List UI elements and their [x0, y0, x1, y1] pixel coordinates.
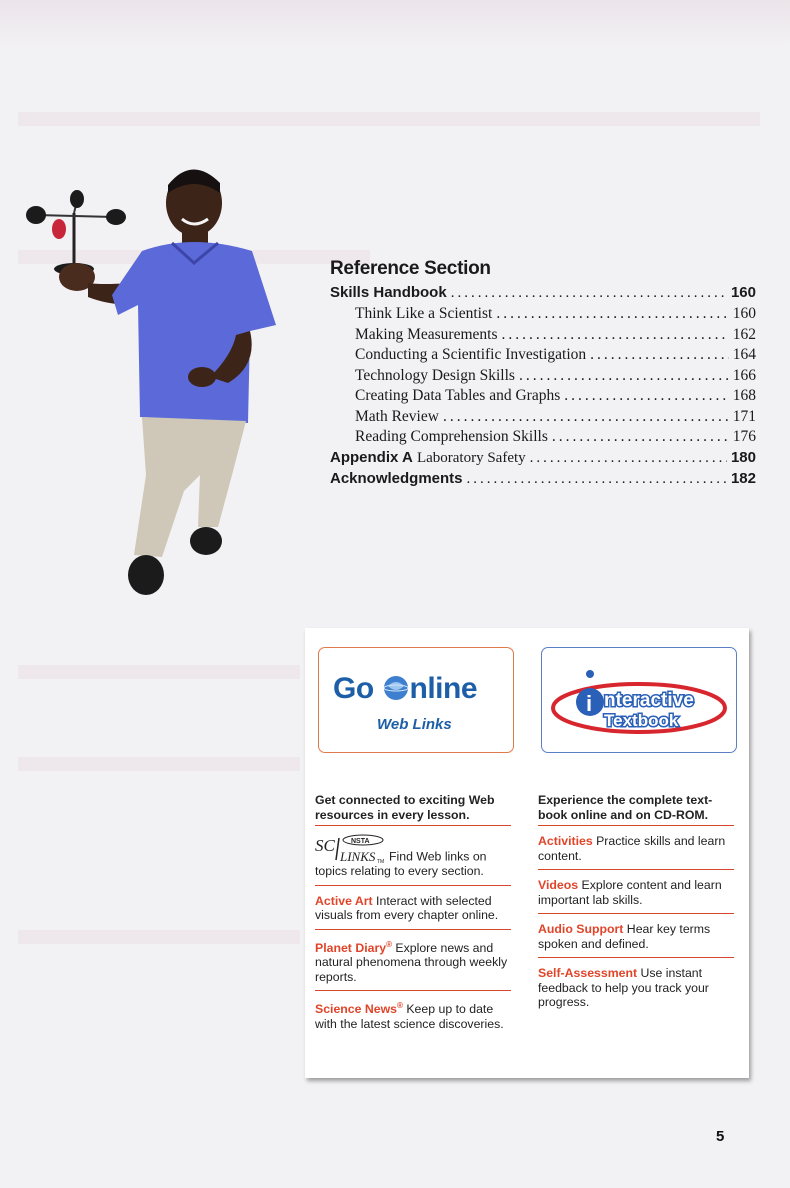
videos-item[interactable]	[538, 878, 734, 914]
dot-leader	[564, 387, 729, 405]
toc-page: 171	[732, 407, 756, 425]
reference-section-title: Reference Section	[330, 258, 491, 279]
audio-support-item[interactable]	[538, 922, 734, 958]
toc-entry-acknowledgments[interactable]	[330, 470, 756, 491]
feature-keyword: Science News	[315, 1002, 398, 1017]
feature-keyword: Activities	[538, 834, 593, 848]
registered-mark: ®	[397, 1001, 403, 1011]
page-top-shade	[0, 0, 790, 46]
scilinks-links: LINKS	[340, 849, 376, 864]
toc-entry-conducting-investigation[interactable]	[330, 346, 756, 367]
web-links-label: Web Links	[377, 716, 452, 733]
interactive-word: nteractive	[604, 690, 694, 711]
go-online-wordmark	[333, 672, 477, 706]
toc-label: Math Review	[355, 407, 439, 425]
bleed-band	[18, 665, 300, 679]
feature-keyword: Audio Support	[538, 922, 624, 936]
toc-entry-appendix-a[interactable]	[330, 449, 756, 470]
dot-leader	[590, 346, 729, 364]
reference-section	[330, 258, 756, 491]
toc-label: Reading Comprehension Skills	[355, 428, 548, 445]
scilinks-item[interactable]	[315, 834, 511, 886]
toc-page: 176	[732, 428, 756, 445]
textbook-word: Textbook	[604, 711, 679, 730]
dot-leader	[552, 428, 729, 446]
nsta-label: NSTA	[351, 838, 370, 845]
interactive-textbook-column	[538, 793, 734, 1024]
dot-leader	[519, 367, 729, 385]
toc-page: 182	[730, 469, 756, 487]
toc-label-bold: Appendix A	[330, 448, 413, 466]
dot-leader	[443, 408, 729, 426]
bleed-band	[18, 112, 760, 126]
toc-entry-math-review[interactable]	[330, 408, 756, 429]
bleed-band	[18, 930, 300, 944]
feature-description: Practice skills and learn content.	[538, 834, 726, 863]
feature-description: Explore news and natural phenomena through weekly reports.	[315, 940, 508, 984]
interactive-textbook-emblem	[542, 648, 736, 752]
toc-page: 180	[730, 448, 756, 466]
interactive-textbook-logo[interactable]	[541, 647, 737, 753]
toc-entry-think-like-a-scientist[interactable]	[330, 305, 756, 326]
feature-description: Keep up to date with the latest science discoveries.	[315, 1002, 504, 1031]
toc-label: Think Like a Scientist	[355, 305, 493, 322]
toc-label: Skills Handbook	[330, 284, 447, 301]
toc-entry-skills-handbook[interactable]	[330, 284, 756, 305]
svg-text:i: i	[586, 691, 593, 716]
feature-description: Use instant feedback to help you track your progress.	[538, 966, 709, 1009]
feature-keyword: Self-Assessment	[538, 966, 638, 980]
planet-diary-item[interactable]	[315, 938, 511, 992]
dot-leader	[451, 285, 727, 302]
scilinks-sc: SC	[315, 836, 335, 855]
toc-page: 162	[732, 325, 756, 343]
dot-leader	[496, 305, 728, 323]
textbook-intro: Experience the complete text-book online and on CD-ROM.	[538, 793, 734, 826]
toc-entry-reading-comprehension[interactable]	[330, 428, 756, 449]
feature-keyword: Active Art	[315, 893, 373, 908]
web-links-intro: Get connected to exciting Web resources in every lesson.	[315, 793, 511, 826]
self-assessment-item[interactable]	[538, 966, 734, 1016]
toc-entry-making-measurements[interactable]	[330, 326, 756, 347]
feature-keyword: Videos	[538, 878, 579, 892]
dot-leader	[467, 471, 727, 488]
dot-leader	[530, 450, 727, 467]
go-online-logo[interactable]	[318, 647, 514, 753]
toc-label-rest: Laboratory Safety	[416, 449, 526, 466]
feature-description: Explore content and learn important lab skills.	[538, 878, 722, 907]
toc-label: Creating Data Tables and Graphs	[355, 387, 561, 404]
toc-page: 168	[732, 387, 756, 404]
student-with-anemometer-image	[22, 155, 292, 610]
toc-page: 160	[732, 305, 756, 322]
feature-keyword: Planet Diary	[315, 940, 387, 955]
go-suffix: nline	[409, 672, 478, 705]
online-resources-box	[305, 628, 749, 1078]
toc-label: Conducting a Scientific Investigation	[355, 346, 587, 363]
scilinks-emblem	[315, 834, 387, 864]
active-art-item[interactable]	[315, 894, 511, 930]
activities-item[interactable]	[538, 834, 734, 870]
globe-icon	[382, 674, 410, 702]
dot-leader	[501, 326, 728, 344]
go-prefix: Go	[333, 672, 382, 705]
registered-mark: ®	[386, 939, 392, 949]
feature-description: Interact with selected visuals from every chapter online.	[315, 893, 499, 922]
toc-label: Acknowledgments	[330, 469, 463, 487]
toc-label: Technology Design Skills	[355, 366, 515, 384]
scilinks-description: Find Web links on topics relating to every section.	[315, 849, 487, 878]
toc-page: 166	[732, 366, 756, 384]
toc-page: 164	[732, 346, 756, 363]
toc-entry-technology-design-skills[interactable]	[330, 367, 756, 388]
feature-description: Hear key terms spoken and defined.	[538, 922, 711, 951]
toc-label: Making Measurements	[355, 325, 498, 343]
scilinks-tm: TM	[377, 859, 385, 864]
web-links-column	[315, 793, 511, 1045]
bleed-band	[18, 757, 300, 771]
page-number: 5	[716, 1128, 725, 1145]
scilinks-logo	[315, 834, 387, 864]
toc-entry-data-tables-graphs[interactable]	[330, 387, 756, 408]
science-news-item[interactable]	[315, 999, 511, 1037]
toc-page: 160	[730, 284, 756, 301]
